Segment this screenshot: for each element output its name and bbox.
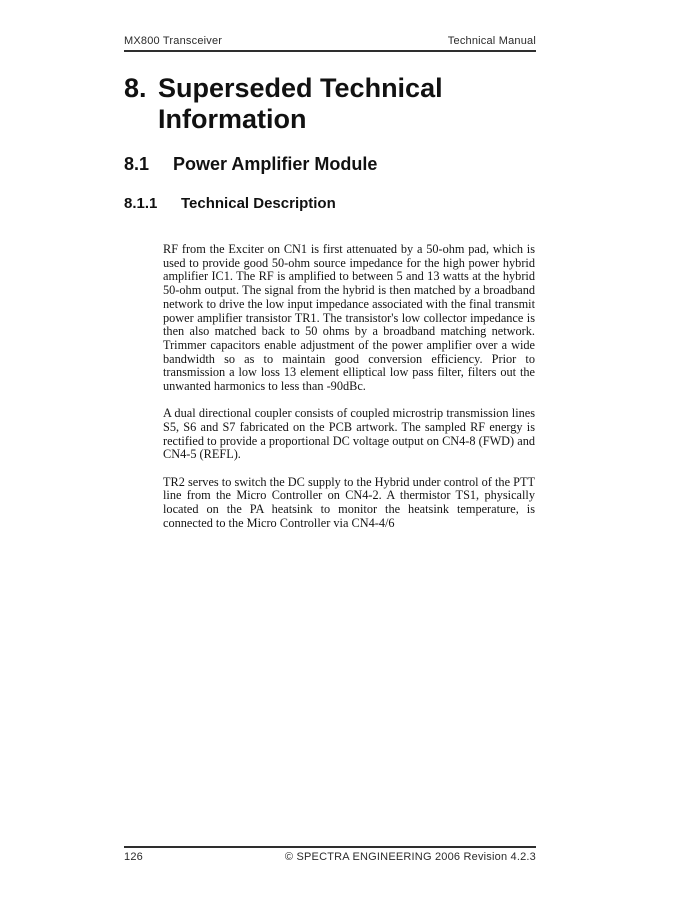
subsection-title: Technical Description: [181, 195, 336, 212]
subsection-heading: [124, 194, 336, 213]
page-number: 126: [124, 851, 143, 863]
header-document-name: MX800 Transceiver: [124, 35, 223, 47]
header-manual-type: Technical Manual: [447, 35, 536, 47]
paragraph-rf-exciter: RF from the Exciter on CN1 is first attenuated by a 50-ohm pad, which is used to provide good 50-ohm source impedance for the high power hybrid amplifier IC1. The RF is amplified to between 5 and 13 watts at the hybrid 50-ohm output. The signal from the hybrid is then matched by a broadband network to drive the low input impedance associated with the final transmit power amplifier transistor TR1. The transistor's low collector impedance is then also matched back to 50 ohms by a broadband matching network. Trimmer capacitors enable adjustment of the power amplifier over a wide bandwidth so as to maintain good conversion efficiency. Prior to transmission a low loss 13 element elliptical low pass filter, filters out the unwanted harmonics to less than -90dBc.: [163, 242, 535, 394]
paragraph-directional-coupler: A dual directional coupler consists of coupled microstrip transmission lines S5, S6 and S7 fabricated on the PCB artwork. The sampled RF energy is rectified to provide a proportional DC voltage output on CN4-8 (FWD) and CN4-5 (REFL).: [163, 406, 535, 462]
subsection-number: 8.1.1: [124, 195, 158, 212]
chapter-number: 8.: [124, 73, 147, 103]
paragraph-tr2-ptt: TR2 serves to switch the DC supply to the Hybrid under control of the PTT line from the Micro Controller on CN4-2. A thermistor TS1, physically located on the PA heatsink to monitor the heatsink temperature, is connected to the Micro Controller via CN4-4/6: [163, 474, 535, 530]
chapter-heading: [124, 73, 458, 135]
section-number: 8.1: [124, 154, 150, 174]
page-header: [124, 35, 536, 52]
body-text-block: [163, 243, 535, 544]
copyright-notice: © SPECTRA ENGINEERING 2006 Revision 4.2.3: [284, 851, 536, 863]
section-heading: [124, 153, 377, 175]
chapter-title: Superseded Technical Information: [158, 73, 443, 134]
page-footer: [124, 846, 536, 863]
section-title: Power Amplifier Module: [173, 154, 378, 174]
